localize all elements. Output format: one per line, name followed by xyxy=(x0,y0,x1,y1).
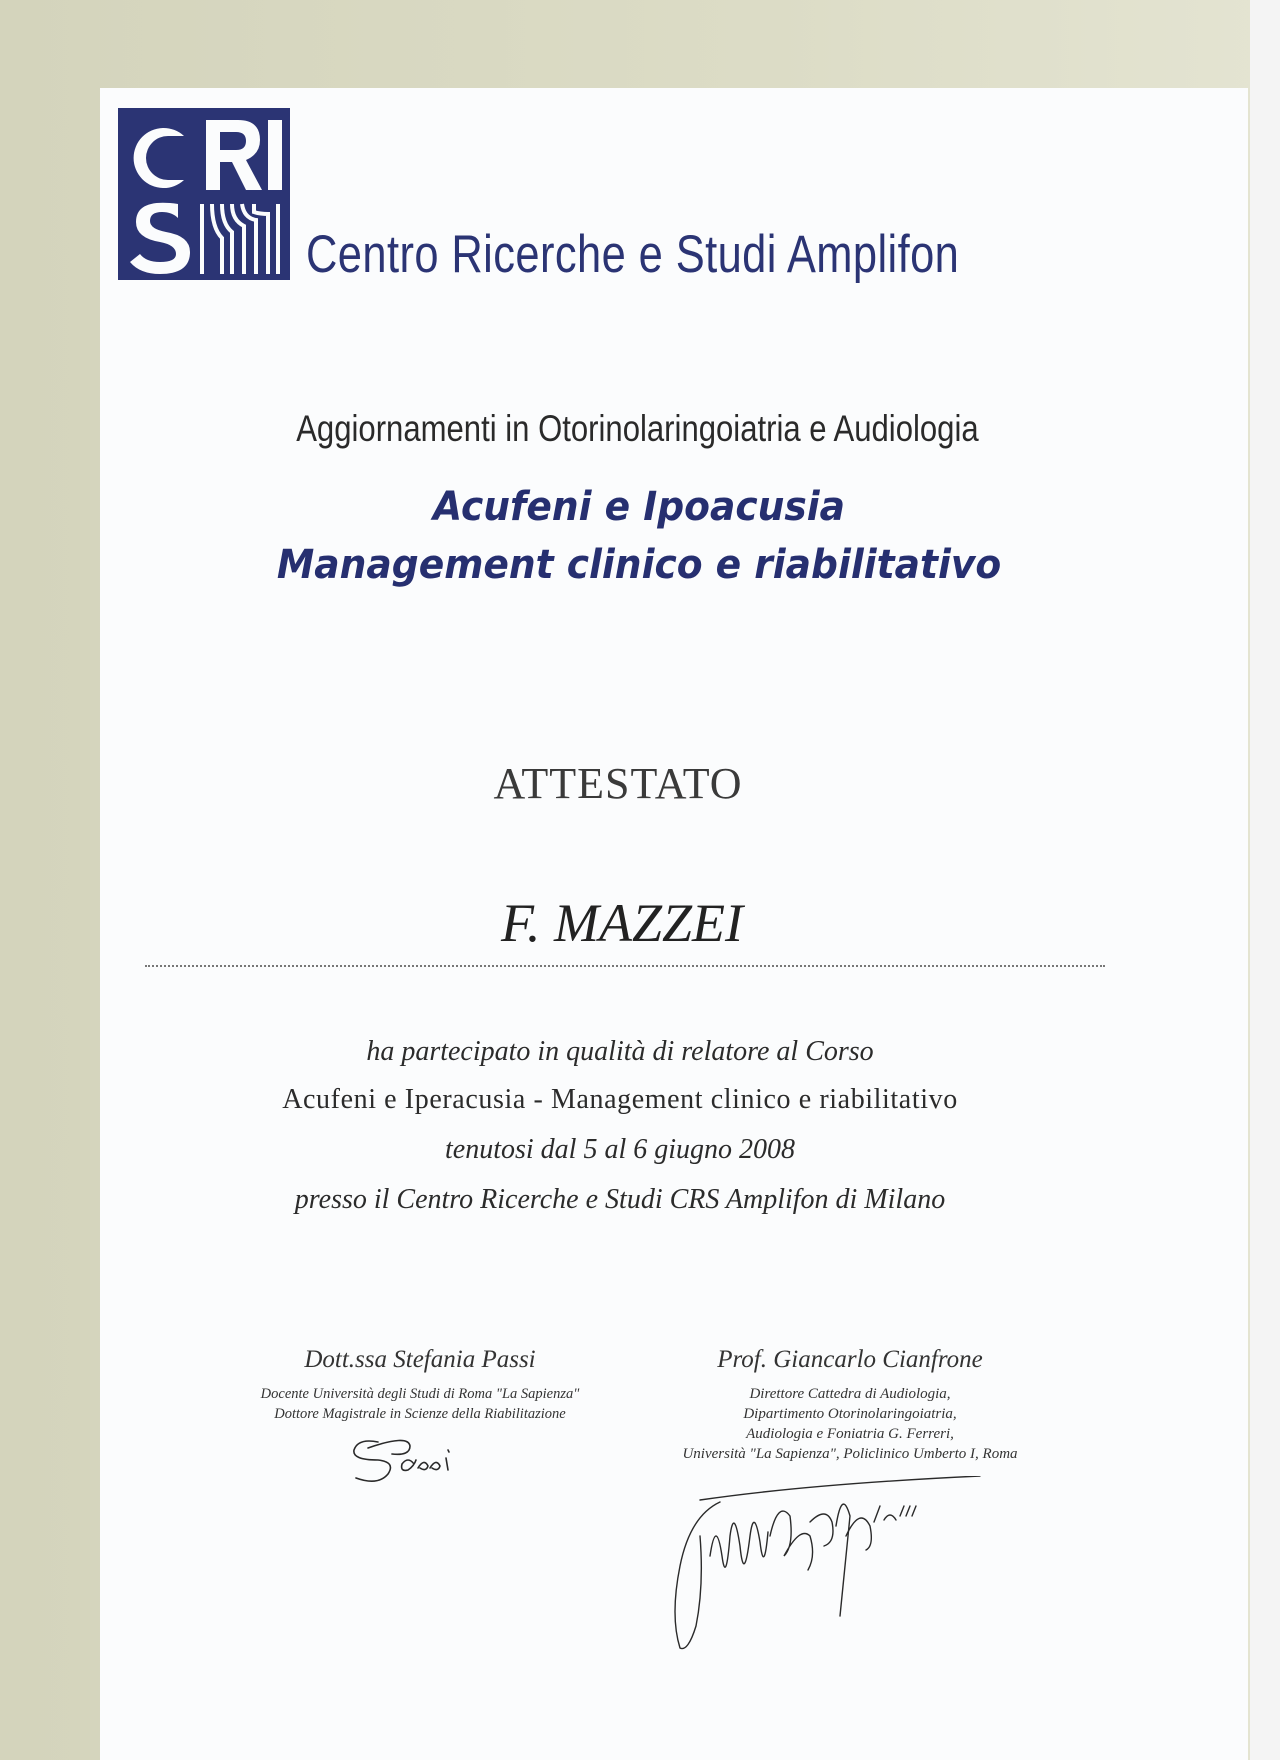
organization-name: Centro Ricerche e Studi Amplifon xyxy=(306,225,960,284)
name-underline xyxy=(145,965,1105,967)
signature-left-icon xyxy=(348,1428,488,1488)
signatory-left-title-2: Dottore Magistrale in Scienze della Riabilitazione xyxy=(274,1406,566,1422)
course-venue: presso il Centro Ricerche e Studi CRS Amplifon di Milano xyxy=(294,1184,946,1215)
signatory-right-title-2: Dipartimento Otorinolaringoiatria, xyxy=(743,1406,957,1422)
signatory-left-name: Dott.ssa Stefania Passi xyxy=(304,1346,536,1373)
signatory-left xyxy=(210,1346,630,1424)
recipient-name: F. MAZZEI xyxy=(500,893,744,953)
signatory-right-title-1: Direttore Cattedra di Audiologia, xyxy=(749,1386,951,1402)
signatory-right-title-3: Audiologia e Foniatria G. Ferreri, xyxy=(746,1426,954,1442)
scan-edge xyxy=(1250,0,1280,1760)
course-series: Aggiornamenti in Otorinolaringoiatria e Audiologia xyxy=(296,408,979,449)
course-dates: tenutosi dal 5 al 6 giugno 2008 xyxy=(445,1134,795,1165)
signatory-left-title-1: Docente Università degli Studi di Roma "La Sapienza" xyxy=(260,1386,580,1402)
event-title-line-2: Management clinico e riabilitativo xyxy=(276,542,1002,588)
course-name: Acufeni e Iperacusia - Management clinico e riabilitativo xyxy=(282,1084,958,1115)
signatory-right xyxy=(640,1346,1060,1464)
signature-right-icon xyxy=(660,1476,990,1656)
signatory-right-title-4: Università "La Sapienza", Policlinico Umberto I, Roma xyxy=(682,1446,1018,1462)
crs-logo-icon xyxy=(118,108,290,280)
event-title-line-1: Acufeni e Ipoacusia xyxy=(433,484,846,530)
participation-statement: ha partecipato in qualità di relatore al Corso xyxy=(366,1036,874,1067)
certificate-heading: ATTESTATO xyxy=(493,759,743,808)
signatory-right-name: Prof. Giancarlo Cianfrone xyxy=(717,1346,983,1373)
